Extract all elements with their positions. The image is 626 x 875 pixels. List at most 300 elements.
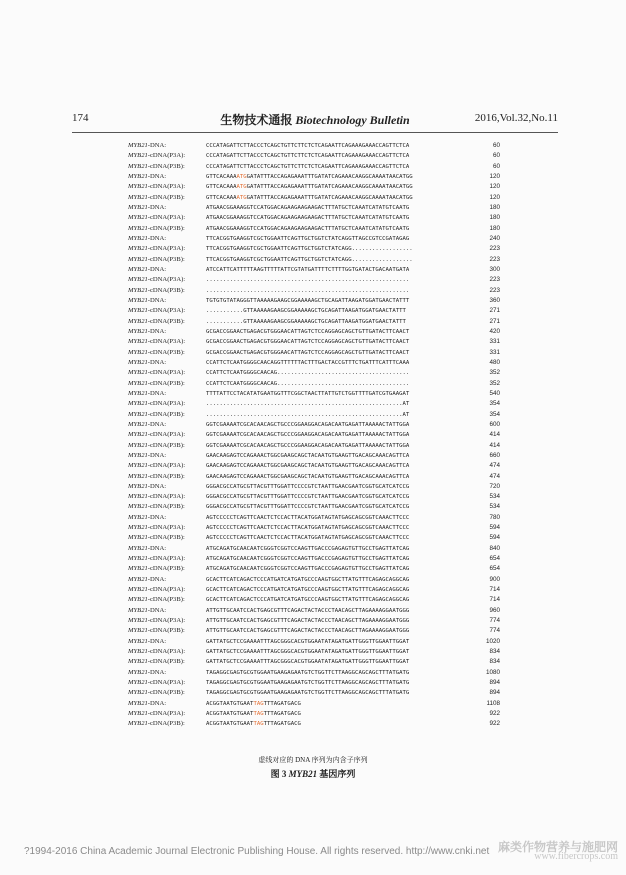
sequence-text — [206, 399, 409, 409]
sequence-text — [206, 234, 409, 244]
label-suffix: -DNA: — [147, 668, 167, 676]
position-number: 894 — [489, 689, 500, 697]
gene-name: MYB21 — [128, 534, 148, 542]
position-number: 660 — [489, 451, 500, 459]
sequence-row — [128, 585, 500, 595]
position-number: 894 — [489, 679, 500, 687]
label-suffix: -cDNA(P3B): — [147, 255, 185, 263]
sequence-label — [128, 606, 166, 616]
label-suffix: -cDNA(P3A): — [147, 245, 186, 253]
gene-name: MYB21 — [128, 524, 148, 532]
position-number: 720 — [489, 482, 500, 490]
sequence-label — [128, 533, 185, 543]
codon-highlight: TAG — [253, 721, 264, 728]
position-number: 534 — [489, 503, 500, 511]
sequence-text — [206, 244, 413, 254]
sequence-row — [128, 141, 500, 151]
label-suffix: -cDNA(P3B): — [147, 286, 185, 294]
sequence-text — [206, 296, 409, 306]
page-header — [72, 112, 558, 130]
sequence-alignment — [128, 141, 500, 730]
sequence-part: TTCACGGTGAAGGTCGCTGGAATTCAGTTGCTGGTCTATCAGG.................. — [206, 256, 413, 263]
label-suffix: -DNA: — [147, 203, 167, 211]
sequence-label — [128, 234, 166, 244]
sequence-part: GTTCACAAA — [206, 194, 237, 201]
sequence-row — [128, 368, 500, 378]
sequence-label — [128, 379, 185, 389]
sequence-text — [206, 699, 301, 709]
watermark — [498, 842, 618, 862]
label-suffix: -cDNA(P3A): — [147, 431, 186, 439]
gene-name: MYB21 — [128, 307, 148, 315]
sequence-part: ATGAACGGAAAGGTCCATGGACAGAAGAAGAAGACTTTATGCTCAAATCATATGTCAATG — [206, 225, 410, 232]
sequence-text — [206, 182, 413, 192]
gene-name: MYB21 — [128, 596, 148, 604]
sequence-row — [128, 533, 500, 543]
gene-name: MYB21 — [128, 720, 148, 728]
sequence-part: ATTGTTGCAATCCACTGAGCGTTTCAGACTACTACCCTAACAGCTTAGAAAAGGAATGGG — [206, 607, 410, 614]
position-number: 354 — [489, 400, 500, 408]
label-suffix: -cDNA(P3A): — [147, 555, 186, 563]
sequence-text — [206, 368, 409, 378]
sequence-row — [128, 275, 500, 285]
sequence-part: ...........GTTAAAAAGAAGCGGAAAAAGCTGCAGATTAAGATGGATGAACTATTT — [206, 318, 406, 325]
sequence-text — [206, 389, 409, 399]
sequence-text — [206, 337, 409, 347]
sequence-label — [128, 265, 166, 275]
gene-name: MYB21 — [128, 286, 148, 294]
label-suffix: -DNA: — [147, 142, 167, 149]
sequence-part: ATGAACGGAAAGGTCCATGGACAGAAGAAGAAGACTTTATGCTCAAATCATATGTCAATG — [206, 215, 410, 222]
gene-name: MYB21 — [128, 183, 148, 191]
sequence-part: GAACAAGAGTCCAGAAACTGGCGAAGCAGCTACAATGTGAAGTTGACAGCAAACAGTTCA — [206, 473, 410, 480]
position-number: 834 — [489, 658, 500, 666]
sequence-label — [128, 668, 166, 678]
sequence-row — [128, 472, 500, 482]
sequence-label — [128, 296, 166, 306]
position-number: 120 — [489, 193, 500, 201]
label-suffix: -DNA: — [147, 513, 167, 521]
position-number: 300 — [489, 265, 500, 273]
sequence-row — [128, 420, 500, 430]
sequence-row — [128, 327, 500, 337]
sequence-label — [128, 317, 185, 327]
label-suffix: -cDNA(P3A): — [147, 400, 186, 408]
sequence-part: CCATTCTCAATGGGGCAACAG....................................... — [206, 380, 410, 387]
sequence-label — [128, 286, 185, 296]
sequence-row — [128, 575, 500, 585]
gene-name: MYB21 — [128, 338, 148, 346]
sequence-label — [128, 368, 185, 378]
sequence-row — [128, 244, 500, 254]
watermark-line1: 麻类作物营养与施肥网 — [497, 840, 618, 854]
sequence-row — [128, 410, 500, 420]
sequence-part: GGGACGCCATGCGTTACGTTTGGATTCCCCGTCTAATTGAACGAATCGGTGCATCATCCG — [206, 504, 410, 511]
sequence-part: GATTATGCTCCGAAAATTTAGCGGGCACGTGGAATATAGATGATTGGGTTGGAATTGGAT — [206, 638, 410, 645]
sequence-text — [206, 647, 409, 657]
sequence-part: TTTAGATGACG — [263, 721, 301, 728]
gene-name: MYB21 — [128, 203, 148, 211]
codon-highlight: ATG — [236, 173, 247, 180]
sequence-part: ATGCAGATGCAACAATCGGGTCGGTCCAAGTTGACCCGAGAGTGTTGCCTGAGTTATCAG — [206, 566, 410, 573]
sequence-label — [128, 203, 166, 213]
sequence-part: TAGAGGCGAGTGCGTGGAATGAAGAGAATGTCTGGTTCTTAAGGCAGCAGCTTTATGATG — [206, 680, 410, 687]
sequence-text — [206, 430, 409, 440]
position-number: 840 — [489, 544, 500, 552]
sequence-text — [206, 286, 409, 296]
sequence-text — [206, 554, 409, 564]
position-number: 240 — [489, 234, 500, 242]
gene-name: MYB21 — [128, 358, 148, 366]
gene-name: MYB21 — [128, 348, 148, 356]
sequence-row — [128, 699, 500, 709]
gene-name: MYB21 — [128, 472, 148, 480]
position-number: 960 — [489, 606, 500, 614]
sequence-text — [206, 533, 409, 543]
sequence-part: ATCCATTCATTTTTAAGTTTTTATTCGTATGATTTTCTTTTGGTGATACTGACAATGATA — [206, 266, 410, 273]
sequence-label — [128, 141, 166, 151]
gene-name: MYB21 — [128, 224, 148, 232]
position-number: 714 — [489, 586, 500, 594]
position-number: 60 — [492, 162, 500, 170]
label-suffix: -cDNA(P3A): — [147, 710, 186, 718]
sequence-label — [128, 523, 185, 533]
sequence-row — [128, 234, 500, 244]
sequence-label — [128, 358, 166, 368]
sequence-part: GGTCGAAAATCGCACAACAGCTGCCCGGAAGGACAGACAATGAGATTAAAAACTATTGGA — [206, 421, 410, 428]
sequence-label — [128, 699, 166, 709]
sequence-part: GCGACCGGAACTGAGACGTGGGAACATTAGTCTCCAGGAGCAGCTGTTGATACTTCAACT — [206, 328, 410, 335]
gene-name: MYB21 — [128, 493, 148, 501]
sequence-row — [128, 606, 500, 616]
gene-name: MYB21 — [128, 710, 148, 718]
sequence-label — [128, 348, 185, 358]
position-number: 271 — [489, 307, 500, 315]
sequence-row — [128, 595, 500, 605]
gene-name: MYB21 — [128, 431, 148, 439]
sequence-part: ............................................................ — [206, 287, 410, 294]
sequence-part: GAACAAGAGTCCAGAAACTGGCGAAGCAGCTACAATGTGAAGTTGACAGCAAACAGTTCA — [206, 452, 410, 459]
sequence-label — [128, 616, 185, 626]
sequence-text — [206, 575, 409, 585]
position-number: 420 — [489, 327, 500, 335]
label-suffix: -cDNA(P3A): — [147, 586, 186, 594]
sequence-row — [128, 709, 500, 719]
sequence-row — [128, 193, 500, 203]
sequence-label — [128, 389, 166, 399]
gene-name: MYB21 — [128, 575, 148, 583]
gene-name: MYB21 — [128, 410, 148, 418]
sequence-part: ATTGTTGCAATCCACTGAGCGTTTCAGACTACTACCCTAACAGCTTAGAAAAGGAATGGG — [206, 628, 410, 635]
sequence-text — [206, 513, 409, 523]
label-suffix: -cDNA(P3A): — [147, 524, 186, 532]
gene-name: MYB21 — [128, 606, 148, 614]
sequence-text — [206, 564, 409, 574]
gene-name: MYB21 — [128, 441, 148, 449]
label-suffix: -cDNA(P3B): — [147, 472, 185, 480]
sequence-row — [128, 626, 500, 636]
codon-highlight: TAG — [253, 700, 264, 707]
sequence-label — [128, 688, 185, 698]
position-number: 120 — [489, 183, 500, 191]
sequence-part: GAACAAGAGTCCAGAAACTGGCGAAGCAGCTACAATGTGAAGTTGACAGCAAACAGTTCA — [206, 463, 410, 470]
sequence-part: GCACTTCATCAGACTCCCATGATCATGATGCCCAAGTGGCTTATGTTTCAGAGCAGGCAG — [206, 587, 410, 594]
sequence-label — [128, 172, 166, 182]
label-suffix: -DNA: — [147, 172, 167, 180]
label-suffix: -cDNA(P3B): — [147, 193, 185, 201]
sequence-label — [128, 492, 185, 502]
sequence-text — [206, 379, 409, 389]
sequence-row — [128, 379, 500, 389]
label-suffix: -cDNA(P3B): — [147, 565, 185, 573]
label-suffix: -cDNA(P3B): — [147, 689, 185, 697]
sequence-label — [128, 472, 185, 482]
gene-name: MYB21 — [128, 544, 148, 552]
sequence-label — [128, 461, 185, 471]
sequence-label — [128, 275, 185, 285]
sequence-label — [128, 244, 185, 254]
gene-name: MYB21 — [128, 482, 148, 490]
sequence-text — [206, 255, 413, 265]
sequence-part: ATGAACGGAAAGGTCCATGGACAGAAGAAGAAGACTTTATGCTCAAATCATATGTCAATG — [206, 204, 410, 211]
sequence-row — [128, 337, 500, 347]
gene-name: MYB21 — [128, 503, 148, 511]
sequence-label — [128, 420, 166, 430]
position-number: 480 — [489, 358, 500, 366]
sequence-row — [128, 564, 500, 574]
sequence-label — [128, 410, 185, 420]
position-number: 1080 — [485, 668, 500, 676]
label-suffix: -DNA: — [147, 451, 167, 459]
sequence-row — [128, 637, 500, 647]
sequence-label — [128, 626, 185, 636]
sequence-row — [128, 554, 500, 564]
figure-caption-suffix: 基因序列 — [319, 769, 356, 779]
sequence-part: ATGCAGATGCAACAATCGGGTCGGTCCAAGTTGACCCGAGAGTGTTGCCTGAGTTATCAG — [206, 545, 410, 552]
sequence-part: GCACTTCATCAGACTCCCATGATCATGATGCCCAAGTGGCTTATGTTTCAGAGCAGGCAG — [206, 597, 410, 604]
sequence-part: GTTCACAAA — [206, 173, 237, 180]
sequence-row — [128, 451, 500, 461]
sequence-row — [128, 544, 500, 554]
sequence-text — [206, 719, 301, 729]
sequence-row — [128, 296, 500, 306]
sequence-text — [206, 606, 409, 616]
sequence-row — [128, 162, 500, 172]
position-number: 223 — [489, 276, 500, 284]
sequence-row — [128, 616, 500, 626]
page-number: 174 — [72, 112, 89, 124]
gene-name: MYB21 — [128, 214, 148, 222]
sequence-row — [128, 523, 500, 533]
sequence-text — [206, 616, 409, 626]
sequence-text — [206, 275, 409, 285]
sequence-text — [206, 172, 413, 182]
sequence-row — [128, 172, 500, 182]
label-suffix: -cDNA(P3A): — [147, 183, 186, 191]
position-number: 360 — [489, 296, 500, 304]
sequence-label — [128, 399, 185, 409]
sequence-row — [128, 688, 500, 698]
label-suffix: -cDNA(P3B): — [147, 162, 185, 170]
gene-name: MYB21 — [128, 555, 148, 563]
sequence-label — [128, 213, 185, 223]
label-suffix: -cDNA(P3B): — [147, 379, 185, 387]
sequence-part: GGGACGCCATGCGTTACGTTTGGATTCCCCGTCTAATTGAACGAATCGGTGCATCATCCG — [206, 494, 410, 501]
sequence-row — [128, 461, 500, 471]
gene-name: MYB21 — [128, 276, 148, 284]
gene-name: MYB21 — [128, 699, 148, 707]
sequence-text — [206, 203, 409, 213]
gene-name: MYB21 — [128, 255, 148, 263]
codon-highlight: TAG — [253, 711, 264, 718]
sequence-row — [128, 657, 500, 667]
label-suffix: -DNA: — [147, 358, 167, 366]
sequence-label — [128, 224, 185, 234]
gene-name: MYB21 — [128, 369, 148, 377]
sequence-row — [128, 317, 500, 327]
sequence-text — [206, 317, 406, 327]
sequence-label — [128, 182, 185, 192]
sequence-row — [128, 719, 500, 729]
volume-info: 2016,Vol.32,No.11 — [474, 112, 558, 124]
sequence-row — [128, 482, 500, 492]
sequence-part: GATATTTACCAGAGAAATTTGATATCAGAAACAAGGCAAAATAACATGG — [246, 194, 413, 201]
sequence-label — [128, 306, 185, 316]
sequence-part: GATTATGCTCCGAAAATTTAGCGGGCACGTGGAATATAGATGATTGGGTTGGAATTGGAT — [206, 659, 410, 666]
sequence-part: TAGAGGCGAGTGCGTGGAATGAAGAGAATGTCTGGTTCTTAAGGCAGCAGCTTTATGATG — [206, 690, 410, 697]
sequence-label — [128, 151, 185, 161]
sequence-part: TAGAGGCGAGTGCGTGGAATGAAGAGAATGTCTGGTTCTTAAGGCAGCAGCTTTATGATG — [206, 669, 410, 676]
sequence-label — [128, 647, 185, 657]
sequence-row — [128, 502, 500, 512]
position-number: 331 — [489, 338, 500, 346]
sequence-text — [206, 410, 409, 420]
label-suffix: -DNA: — [147, 575, 167, 583]
position-number: 223 — [489, 255, 500, 263]
sequence-label — [128, 502, 185, 512]
position-number: 714 — [489, 596, 500, 604]
gene-name: MYB21 — [128, 389, 148, 397]
sequence-part: TTCACGGTGAAGGTCGCTGGAATTCAGTTGCTGGTCTATCAGG.................. — [206, 246, 413, 253]
position-number: 474 — [489, 462, 500, 470]
label-suffix: -cDNA(P3A): — [147, 214, 186, 222]
sequence-text — [206, 265, 409, 275]
sequence-label — [128, 564, 185, 574]
sequence-text — [206, 523, 409, 533]
sequence-text — [206, 709, 301, 719]
gene-name: MYB21 — [128, 451, 148, 459]
sequence-text — [206, 688, 409, 698]
sequence-text — [206, 668, 409, 678]
sequence-text — [206, 585, 409, 595]
position-number: 352 — [489, 369, 500, 377]
position-number: 223 — [489, 286, 500, 294]
sequence-row — [128, 265, 500, 275]
position-number: 654 — [489, 555, 500, 563]
sequence-text — [206, 420, 409, 430]
position-number: 223 — [489, 245, 500, 253]
position-number: 534 — [489, 493, 500, 501]
sequence-row — [128, 668, 500, 678]
position-number: 540 — [489, 389, 500, 397]
sequence-label — [128, 719, 185, 729]
sequence-text — [206, 224, 409, 234]
sequence-label — [128, 430, 185, 440]
position-number: 414 — [489, 431, 500, 439]
sequence-part: ............................................................ — [206, 277, 410, 284]
gene-name: MYB21 — [128, 565, 148, 573]
sequence-row — [128, 151, 500, 161]
position-number: 180 — [489, 214, 500, 222]
sequence-row — [128, 441, 500, 451]
label-suffix: -DNA: — [147, 234, 167, 242]
sequence-text — [206, 327, 409, 337]
sequence-part: GTTCACAAA — [206, 184, 237, 191]
label-suffix: -cDNA(P3A): — [147, 617, 186, 625]
position-number: 60 — [492, 142, 500, 149]
gene-name: MYB21 — [128, 172, 148, 180]
sequence-part: CCCATAGATTCTTACCCTCAGCTGTTCTTCTCTCAGAATTCAGAAAGAAACCAGTTCTCA — [206, 143, 410, 149]
gene-name: MYB21 — [128, 234, 148, 242]
sequence-part: AGTCCCCCTCAGTTCAACTCTCCACTTACATGGATAGTATGAGCAGCGGTCAAACTTCCC — [206, 525, 410, 532]
sequence-row — [128, 647, 500, 657]
position-number: 654 — [489, 565, 500, 573]
sequence-part: GATATTTACCAGAGAAATTTGATATCAGAAACAAGGCAAAATAACATGG — [246, 184, 413, 191]
sequence-label — [128, 709, 185, 719]
sequence-row — [128, 430, 500, 440]
sequence-row — [128, 348, 500, 358]
sequence-row — [128, 358, 500, 368]
label-suffix: -DNA: — [147, 606, 167, 614]
gene-name: MYB21 — [128, 586, 148, 594]
position-number: 594 — [489, 524, 500, 532]
sequence-text — [206, 461, 409, 471]
gene-name: MYB21 — [128, 689, 148, 697]
label-suffix: -cDNA(P3A): — [147, 307, 186, 315]
label-suffix: -cDNA(P3A): — [147, 679, 186, 687]
sequence-part: GCACTTCATCAGACTCCCATGATCATGATGCCCAAGTGGCTTATGTTTCAGAGCAGGCAG — [206, 576, 410, 583]
sequence-part: ATGCAGATGCAACAATCGGGTCGGTCCAAGTTGACCCGAGAGTGTTGCCTGAGTTATCAG — [206, 556, 410, 563]
label-suffix: -DNA: — [147, 265, 167, 273]
sequence-part: AGTCCCCCTCAGTTCAACTCTCCACTTACATGGATAGTATGAGCAGCGGTCAAACTTCCC — [206, 535, 410, 542]
gene-name: MYB21 — [128, 327, 148, 335]
sequence-label — [128, 678, 185, 688]
sequence-part: TTCACGGTGAAGGTCGCTGGAATTCAGTTGCTGGTCTATCAGGTTAGCCGTCCGATAGAG — [206, 235, 410, 242]
sequence-label — [128, 513, 166, 523]
sequence-row — [128, 306, 500, 316]
sequence-text — [206, 358, 409, 368]
label-suffix: -DNA: — [147, 389, 167, 397]
sequence-text — [206, 472, 409, 482]
position-number: 271 — [489, 317, 500, 325]
sequence-row — [128, 213, 500, 223]
gene-name: MYB21 — [128, 648, 148, 656]
sequence-label — [128, 657, 185, 667]
sequence-text — [206, 595, 409, 605]
sequence-part: TTTTATTCCTACATATGAATGGTTTCGGCTAACTTATTGTCTGGTTTTGATCGTGAAGAT — [206, 390, 410, 397]
sequence-label — [128, 337, 185, 347]
sequence-part: CCCATAGATTCTTACCCTCAGCTGTTCTTCTCTCAGAATTCAGAAAGAAACCAGTTCTCA — [206, 163, 410, 170]
position-number: 352 — [489, 379, 500, 387]
label-suffix: -cDNA(P3A): — [147, 152, 186, 160]
sequence-text — [206, 626, 409, 636]
label-suffix: -cDNA(P3B): — [147, 627, 185, 635]
sequence-part: GGTCGAAAATCGCACAACAGCTGCCCGGAAGGACAGACAATGAGATTAAAAACTATTGGA — [206, 442, 410, 449]
position-number: 354 — [489, 410, 500, 418]
sequence-part: CCATTCTCAATGGGGCAACAG....................................... — [206, 370, 410, 377]
sequence-label — [128, 595, 185, 605]
label-suffix: -DNA: — [147, 420, 167, 428]
